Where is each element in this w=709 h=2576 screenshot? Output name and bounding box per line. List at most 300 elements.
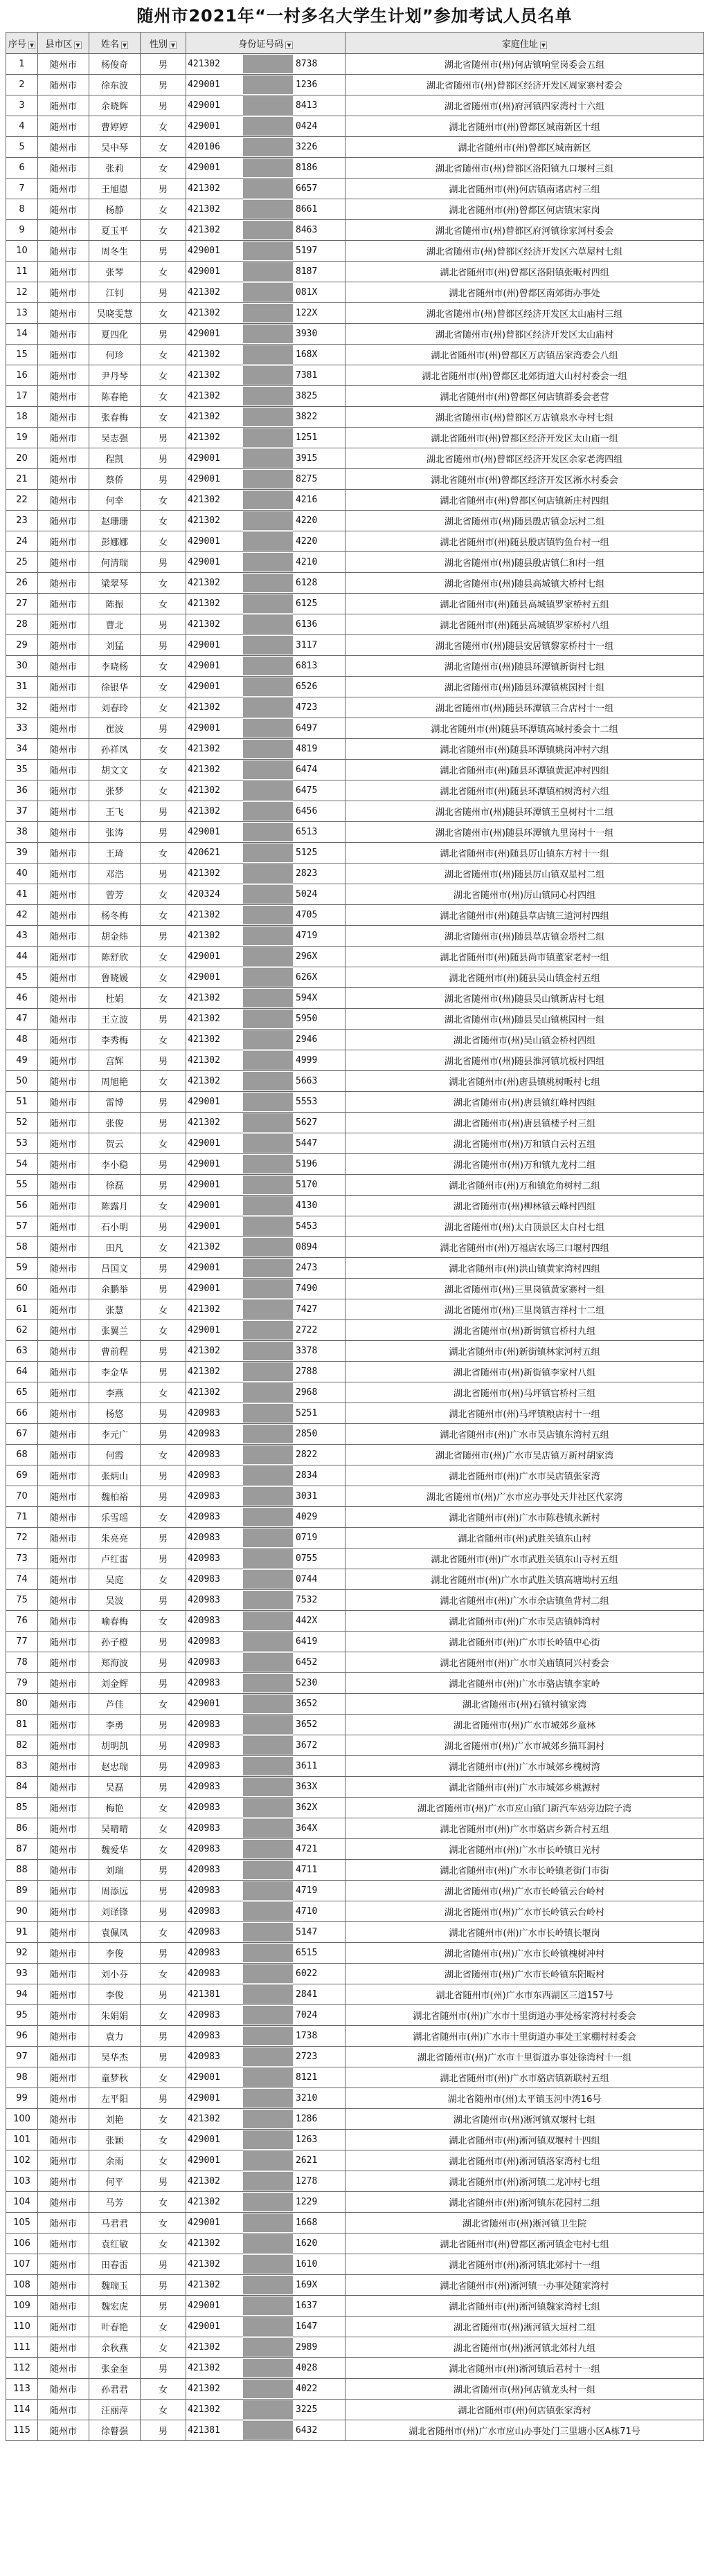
filter-dropdown-icon[interactable]: ▼: [29, 42, 35, 48]
id-suffix: 8413: [296, 100, 318, 111]
cell-county: 随州市: [38, 158, 89, 179]
id-prefix: 420983: [188, 2052, 220, 2062]
cell-address: 湖北省随州市(州)随县吴山镇新店村七组: [345, 988, 704, 1009]
cell-gender: 男: [141, 1113, 186, 1133]
table-body: [6, 54, 704, 2441]
cell-gender: 男: [141, 241, 186, 262]
cell-name: 夏玉平: [89, 220, 141, 241]
id-prefix: 420983: [188, 1782, 220, 1792]
id-prefix: 421302: [188, 2384, 220, 2394]
cell-name: 陈振: [89, 594, 141, 614]
table-row: [6, 822, 704, 843]
cell-address: 湖北省随州市(州)新街镇林家河村五组: [345, 1341, 704, 1362]
table-row: [6, 324, 704, 345]
cell-index: 114: [6, 2400, 38, 2420]
cell-name: 蔡侨: [89, 469, 141, 490]
cell-name: 孙君君: [89, 2379, 141, 2400]
cell-name: 李小稳: [89, 1154, 141, 1175]
id-prefix: 420983: [188, 1719, 220, 1730]
cell-id-number: [186, 822, 345, 843]
cell-name: 何清瑞: [89, 552, 141, 573]
id-redaction-mask: [243, 1113, 293, 1132]
table-row: [6, 1424, 704, 1445]
cell-gender: 女: [141, 1818, 186, 1839]
cell-address: 湖北省随州市(州)何店镇响堂岗委会五组: [345, 54, 704, 75]
filter-dropdown-icon[interactable]: ▼: [287, 42, 291, 48]
cell-gender: 女: [141, 407, 186, 428]
cell-index: 61: [6, 1299, 38, 1320]
cell-name: 吴磊: [89, 1777, 141, 1798]
id-prefix: 421302: [188, 391, 220, 401]
table-row: [6, 95, 704, 116]
cell-gender: 男: [141, 469, 186, 490]
cell-name: 田春雷: [89, 2254, 141, 2275]
cell-address: 湖北省随州市(州)曾都区万店镇泉水寺村七组: [345, 407, 704, 428]
id-redaction-mask: [243, 615, 293, 634]
cell-name: 袁佩凤: [89, 1922, 141, 1943]
id-suffix: 4216: [296, 495, 318, 505]
id-suffix: 2834: [296, 1470, 318, 1481]
id-redaction-mask: [243, 2151, 293, 2170]
cell-name: 刘春玲: [89, 697, 141, 718]
cell-address: 湖北省随州市(州)随县高城镇大桥村七组: [345, 573, 704, 594]
cell-address: 湖北省随州市(州)太白顶景区太白村七组: [345, 1216, 704, 1237]
cell-index: 43: [6, 926, 38, 947]
id-redaction-mask: [243, 1674, 293, 1692]
id-suffix: 122X: [296, 308, 318, 318]
cell-gender: 女: [141, 884, 186, 905]
cell-county: 随州市: [38, 2379, 89, 2400]
id-prefix: 421302: [188, 931, 220, 941]
table-row: [6, 1465, 704, 1486]
id-redaction-mask: [243, 1155, 293, 1173]
cell-address: 湖北省随州市(州)淅河镇北郊村十一组: [345, 2254, 704, 2275]
id-redaction-mask: [243, 221, 293, 239]
cell-id-number: [186, 1030, 345, 1050]
table-row: [6, 2213, 704, 2234]
id-redaction-mask: [243, 2047, 293, 2066]
id-redaction-mask: [243, 574, 293, 592]
cell-id-number: [186, 1507, 345, 1528]
id-prefix: 420983: [188, 1429, 220, 1439]
cell-name: 左平阳: [89, 2088, 141, 2109]
cell-id-number: [186, 1320, 345, 1341]
id-suffix: 4721: [296, 1844, 318, 1854]
cell-id-number: [186, 469, 345, 490]
table-row: [6, 1507, 704, 1528]
cell-name: 李俊: [89, 1984, 141, 2005]
id-prefix: 421302: [188, 765, 220, 775]
id-suffix: 169X: [296, 2280, 318, 2290]
cell-gender: 女: [141, 1196, 186, 1216]
table-row: [6, 1009, 704, 1030]
id-redaction-mask: [243, 1632, 293, 1651]
cell-index: 103: [6, 2171, 38, 2192]
cell-index: 78: [6, 1652, 38, 1673]
cell-gender: 女: [141, 1320, 186, 1341]
cell-id-number: [186, 282, 345, 303]
cell-address: 湖北省随州市(州)广水市城郊乡童林: [345, 1715, 704, 1735]
id-redaction-mask: [243, 1300, 293, 1319]
cell-id-number: [186, 2150, 345, 2171]
id-suffix: 6657: [296, 183, 318, 194]
header-county[interactable]: 县市区 ▼: [38, 33, 89, 54]
cell-county: 随州市: [38, 2337, 89, 2358]
table-row: [6, 1673, 704, 1694]
table-row: [6, 1694, 704, 1715]
id-prefix: 421302: [188, 287, 220, 298]
id-suffix: 5170: [296, 1180, 318, 1190]
cell-id-number: [186, 1216, 345, 1237]
cell-county: 随州市: [38, 241, 89, 262]
cell-gender: 女: [141, 2317, 186, 2337]
cell-county: 随州市: [38, 1860, 89, 1881]
cell-address: 湖北省随州市(州)淅河镇东花园村二组: [345, 2192, 704, 2213]
cell-id-number: [186, 1694, 345, 1715]
cell-gender: 女: [141, 947, 186, 967]
id-prefix: 421302: [188, 432, 220, 443]
id-suffix: 6022: [296, 1968, 318, 1979]
table-row: [6, 594, 704, 614]
cell-id-number: [186, 2067, 345, 2088]
cell-gender: 男: [141, 864, 186, 884]
id-suffix: 4719: [296, 931, 318, 941]
table-row: [6, 365, 704, 386]
cell-county: 随州市: [38, 739, 89, 760]
cell-county: 随州市: [38, 1216, 89, 1237]
cell-index: 105: [6, 2213, 38, 2234]
cell-id-number: [186, 2337, 345, 2358]
cell-name: 刘金辉: [89, 1673, 141, 1694]
id-prefix: 420983: [188, 1906, 220, 1917]
cell-county: 随州市: [38, 1237, 89, 1258]
cell-gender: 女: [141, 1133, 186, 1154]
cell-address: 湖北省随州市(州)随县环潭镇三合店村十一组: [345, 697, 704, 718]
cell-county: 随州市: [38, 1549, 89, 1569]
cell-gender: 男: [141, 1984, 186, 2005]
cell-county: 随州市: [38, 780, 89, 801]
cell-address: 湖北省随州市(州)随县环潭镇王皇树村十二组: [345, 801, 704, 822]
cell-county: 随州市: [38, 1715, 89, 1735]
id-prefix: 429001: [188, 557, 220, 567]
table-row: [6, 303, 704, 324]
id-suffix: 5251: [296, 1408, 318, 1418]
cell-gender: 男: [141, 718, 186, 739]
cell-id-number: [186, 1528, 345, 1549]
cell-county: 随州市: [38, 1673, 89, 1694]
id-prefix: 421302: [188, 2176, 220, 2186]
cell-address: 湖北省随州市(州)三里岗镇黄家寨村一组: [345, 1279, 704, 1299]
header-index[interactable]: 序号 ▼: [6, 33, 38, 54]
id-redaction-mask: [243, 1715, 293, 1734]
header-address[interactable]: 家庭住址 ▼: [345, 33, 704, 54]
cell-index: 16: [6, 365, 38, 386]
cell-name: 马芳: [89, 2192, 141, 2213]
cell-index: 112: [6, 2358, 38, 2379]
id-suffix: 4130: [296, 1200, 318, 1211]
cell-id-number: [186, 95, 345, 116]
cell-name: 何霞: [89, 1445, 141, 1465]
cell-id-number: [186, 54, 345, 75]
id-redaction-mask: [243, 2089, 293, 2108]
cell-id-number: [186, 199, 345, 220]
cell-address: 湖北省随州市(州)曾都区何店镇宋家岗: [345, 199, 704, 220]
id-prefix: 421381: [188, 1989, 220, 2000]
cell-name: 何珍: [89, 345, 141, 365]
cell-gender: 男: [141, 1424, 186, 1445]
cell-id-number: [186, 1258, 345, 1279]
cell-address: 湖北省随州市(州)曾都区南郊街办事处: [345, 282, 704, 303]
id-prefix: 421302: [188, 1346, 220, 1356]
cell-address: 湖北省随州市(州)广水市长岭镇中心街: [345, 1632, 704, 1652]
id-prefix: 421302: [188, 370, 220, 381]
id-suffix: 3915: [296, 453, 318, 464]
cell-address: 湖北省随州市(州)随县环潭镇高城村委会十二组: [345, 718, 704, 739]
table-row: [6, 386, 704, 407]
cell-county: 随州市: [38, 2005, 89, 2026]
table-row: [6, 2088, 704, 2109]
id-prefix: 429001: [188, 2135, 220, 2145]
cell-address: 湖北省随州市(州)随县尚市镇董家老村一组: [345, 947, 704, 967]
id-suffix: 6475: [296, 785, 318, 796]
filter-dropdown-icon[interactable]: ▼: [75, 42, 80, 48]
filter-dropdown-icon[interactable]: ▼: [170, 42, 176, 48]
id-suffix: 2473: [296, 1263, 318, 1273]
cell-county: 随州市: [38, 1092, 89, 1113]
cell-county: 随州市: [38, 220, 89, 241]
table-row: [6, 428, 704, 448]
id-redaction-mask: [243, 55, 293, 73]
cell-gender: 女: [141, 2109, 186, 2130]
id-prefix: 421302: [188, 1387, 220, 1398]
id-suffix: 3672: [296, 1740, 318, 1751]
cell-address: 湖北省随州市(州)石镇村镇家湾: [345, 1694, 704, 1715]
table-row: [6, 573, 704, 594]
cell-index: 107: [6, 2254, 38, 2275]
cell-gender: 男: [141, 2171, 186, 2192]
table-row: [6, 199, 704, 220]
cell-name: 曹前程: [89, 1341, 141, 1362]
cell-county: 随州市: [38, 1590, 89, 1611]
id-redaction-mask: [243, 1881, 293, 1900]
id-prefix: 420106: [188, 142, 220, 152]
cell-county: 随州市: [38, 1569, 89, 1590]
cell-address: 湖北省随州市(州)广水市长岭镇槐树冲村: [345, 1943, 704, 1964]
id-prefix: 420983: [188, 1927, 220, 1937]
filter-dropdown-icon[interactable]: ▼: [541, 42, 546, 48]
cell-county: 随州市: [38, 365, 89, 386]
cell-name: 乐雪瑶: [89, 1507, 141, 1528]
id-redaction-mask: [243, 2296, 293, 2315]
cell-index: 72: [6, 1528, 38, 1549]
header-id-number[interactable]: 身份证号码 ▼: [186, 33, 345, 54]
table-row: [6, 1818, 704, 1839]
cell-name: 王琦: [89, 843, 141, 864]
cell-index: 10: [6, 241, 38, 262]
table-row: [6, 2317, 704, 2337]
cell-address: 湖北省随州市(州)广水市余店镇鱼背村二组: [345, 1590, 704, 1611]
cell-id-number: [186, 1362, 345, 1382]
table-row: [6, 1113, 704, 1133]
id-prefix: 421302: [188, 2280, 220, 2290]
table-row: [6, 1590, 704, 1611]
id-redaction-mask: [243, 511, 293, 530]
cell-gender: 男: [141, 822, 186, 843]
id-prefix: 420983: [188, 1533, 220, 1543]
header-gender[interactable]: 性别 ▼: [141, 33, 186, 54]
cell-id-number: [186, 1403, 345, 1424]
id-prefix: 429001: [188, 2093, 220, 2103]
id-prefix: 429001: [188, 266, 220, 277]
id-prefix: 429001: [188, 329, 220, 339]
id-suffix: 7427: [296, 1304, 318, 1315]
id-redaction-mask: [243, 117, 293, 136]
cell-address: 湖北省随州市(州)何店镇南诸店村三组: [345, 179, 704, 199]
cell-gender: 男: [141, 2047, 186, 2067]
cell-address: 湖北省随州市(州)马坪镇官桥村三组: [345, 1382, 704, 1403]
cell-address: 湖北省随州市(州)淅河镇一办事处随家湾村: [345, 2275, 704, 2296]
cell-gender: 男: [141, 2026, 186, 2047]
table-row: [6, 1071, 704, 1092]
table-row: [6, 2005, 704, 2026]
table-row: [6, 947, 704, 967]
id-prefix: 429001: [188, 2301, 220, 2311]
cell-gender: 男: [141, 2420, 186, 2441]
cell-county: 随州市: [38, 2088, 89, 2109]
cell-name: 周添远: [89, 1881, 141, 1901]
cell-gender: 男: [141, 1009, 186, 1030]
id-redaction-mask: [243, 2068, 293, 2087]
cell-index: 86: [6, 1818, 38, 1839]
cell-gender: 女: [141, 2192, 186, 2213]
cell-name: 芦佳: [89, 1694, 141, 1715]
header-name[interactable]: 姓名 ▼: [89, 33, 141, 54]
id-suffix: 1236: [296, 80, 318, 90]
cell-index: 109: [6, 2296, 38, 2317]
cell-address: 湖北省随州市(州)随县高城镇罗家桥村八组: [345, 614, 704, 635]
cell-index: 29: [6, 635, 38, 656]
cell-gender: 男: [141, 801, 186, 822]
id-prefix: 420983: [188, 1844, 220, 1854]
cell-gender: 女: [141, 2234, 186, 2254]
cell-index: 36: [6, 780, 38, 801]
cell-name: 陈露月: [89, 1196, 141, 1216]
id-suffix: 1637: [296, 2301, 318, 2311]
roster-table: [6, 32, 704, 2441]
cell-name: 胡文文: [89, 760, 141, 780]
cell-index: 31: [6, 677, 38, 697]
id-prefix: 420983: [188, 1865, 220, 1875]
cell-name: 张俊: [89, 1113, 141, 1133]
id-redaction-mask: [243, 1695, 293, 1713]
cell-address: 湖北省随州市(州)新街镇官桥村九组: [345, 1320, 704, 1341]
id-suffix: 2723: [296, 2052, 318, 2062]
cell-county: 随州市: [38, 2275, 89, 2296]
table-row: [6, 2130, 704, 2150]
cell-county: 随州市: [38, 760, 89, 780]
id-suffix: 168X: [296, 349, 318, 360]
cell-address: 湖北省随州市(州)广水市吴店镇韩湾村: [345, 1611, 704, 1632]
cell-id-number: [186, 1632, 345, 1652]
id-prefix: 420983: [188, 1740, 220, 1751]
cell-address: 湖北省随州市(州)三里岗镇吉祥村十二组: [345, 1299, 704, 1320]
cell-address: 湖北省随州市(州)广水市城郊乡桃源村: [345, 1777, 704, 1798]
id-suffix: 7490: [296, 1284, 318, 1294]
cell-county: 随州市: [38, 179, 89, 199]
cell-name: 石小明: [89, 1216, 141, 1237]
id-suffix: 296X: [296, 951, 318, 962]
cell-county: 随州市: [38, 303, 89, 324]
cell-address: 湖北省随州市(州)万和镇九龙村二组: [345, 1154, 704, 1175]
id-prefix: 420983: [188, 1823, 220, 1834]
table-row: [6, 967, 704, 988]
cell-address: 湖北省随州市(州)随县吴山镇桃园村一组: [345, 1009, 704, 1030]
cell-gender: 男: [141, 2275, 186, 2296]
cell-address: 湖北省随州市(州)广水市吴店镇张家湾: [345, 1465, 704, 1486]
cell-name: 李燕: [89, 1382, 141, 1403]
id-redaction-mask: [243, 1653, 293, 1672]
cell-county: 随州市: [38, 95, 89, 116]
cell-id-number: [186, 1777, 345, 1798]
cell-address: 湖北省随州市(州)曾都区城南新区: [345, 137, 704, 158]
table-row: [6, 1881, 704, 1901]
cell-index: 48: [6, 1030, 38, 1050]
id-redaction-mask: [243, 449, 293, 468]
cell-gender: 女: [141, 1694, 186, 1715]
cell-name: 吴庭: [89, 1569, 141, 1590]
cell-id-number: [186, 2088, 345, 2109]
table-row: [6, 884, 704, 905]
cell-id-number: [186, 2109, 345, 2130]
table-row: [6, 2358, 704, 2379]
table-row: [6, 1382, 704, 1403]
id-redaction-mask: [243, 158, 293, 177]
cell-county: 随州市: [38, 1030, 89, 1050]
cell-address: 湖北省随州市(州)淅河镇二龙冲村七组: [345, 2171, 704, 2192]
id-prefix: 429001: [188, 661, 220, 671]
filter-dropdown-icon[interactable]: ▼: [122, 42, 127, 48]
id-redaction-mask: [243, 885, 293, 904]
id-prefix: 421302: [188, 1034, 220, 1045]
cell-name: 吴晴晴: [89, 1818, 141, 1839]
cell-index: 2: [6, 75, 38, 95]
id-suffix: 1229: [296, 2197, 318, 2207]
id-suffix: 1620: [296, 2238, 318, 2249]
id-suffix: 5197: [296, 246, 318, 256]
cell-name: 何平: [89, 2171, 141, 2192]
table-row: [6, 780, 704, 801]
cell-name: 曹北: [89, 614, 141, 635]
id-redaction-mask: [243, 1445, 293, 1464]
cell-county: 随州市: [38, 511, 89, 531]
cell-county: 随州市: [38, 1258, 89, 1279]
id-suffix: 6452: [296, 1657, 318, 1668]
cell-id-number: [186, 345, 345, 365]
cell-county: 随州市: [38, 1922, 89, 1943]
cell-index: 35: [6, 760, 38, 780]
id-prefix: 421302: [188, 308, 220, 318]
cell-address: 湖北省随州市(州)唐县镇红峰村四组: [345, 1092, 704, 1113]
id-redaction-mask: [243, 657, 293, 675]
id-prefix: 420983: [188, 2010, 220, 2020]
cell-county: 随州市: [38, 1756, 89, 1777]
id-prefix: 429001: [188, 1325, 220, 1335]
table-row: [6, 1984, 704, 2005]
table-row: [6, 1860, 704, 1881]
cell-id-number: [186, 2379, 345, 2400]
cell-address: 湖北省随州市(州)吴山镇金桥村四组: [345, 1030, 704, 1050]
id-redaction-mask: [243, 2130, 293, 2149]
